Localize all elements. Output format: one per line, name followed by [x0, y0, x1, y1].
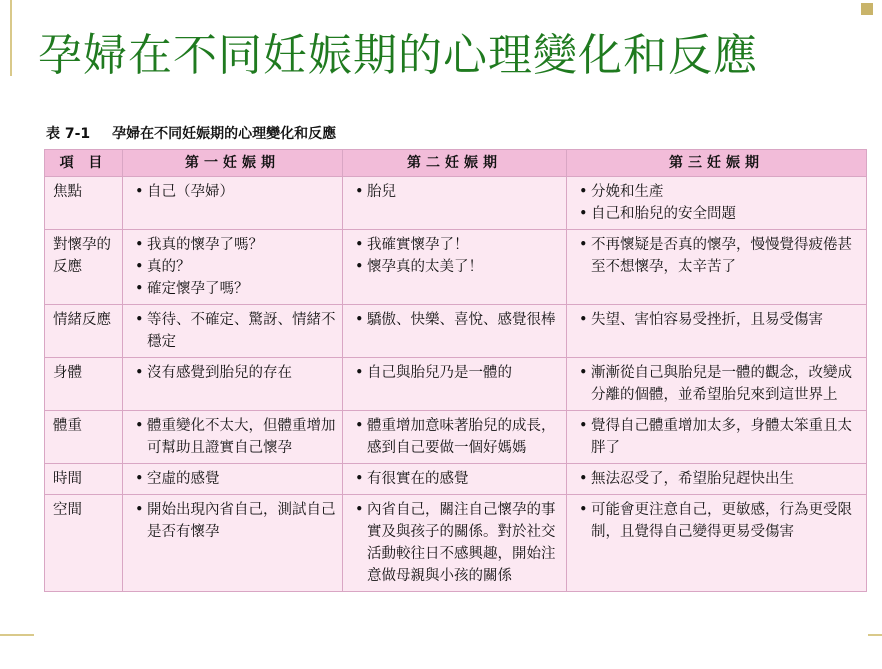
bullet-list: [575, 309, 860, 331]
bullet-item: • 沒有感覺到胎兒的存在: [131, 362, 336, 384]
bullet-item: • 開始出現內省自己，測試自己是否有懷孕: [131, 499, 336, 543]
corner-square-ornament: [861, 3, 873, 15]
bullet-item: • 胎兒: [351, 181, 560, 203]
bullet-item: • 懷孕真的太美了！: [351, 256, 560, 278]
bullet-list: [351, 468, 560, 490]
bullet-list: [131, 468, 336, 490]
bullet-item: • 我確實懷孕了！: [351, 234, 560, 256]
header-third-trimester: 第三妊娠期: [567, 150, 867, 177]
table-row: [45, 411, 867, 464]
table-row: [45, 305, 867, 358]
bullet-list: [131, 181, 336, 203]
bullet-item: • 空虛的感覺: [131, 468, 336, 490]
row-header: 焦點: [45, 177, 123, 230]
third-trimester-cell: [567, 411, 867, 464]
bullet-item: • 體重變化不太大，但體重增加可幫助且證實自己懷孕: [131, 415, 336, 459]
bullet-list: [131, 309, 336, 353]
pregnancy-table: [44, 149, 867, 592]
third-trimester-cell: [567, 358, 867, 411]
bullet-item: • 自己（孕婦）: [131, 181, 336, 203]
row-header: 身體: [45, 358, 123, 411]
first-trimester-cell: [123, 230, 343, 305]
header-item: 項 目: [45, 150, 123, 177]
second-trimester-cell: [343, 177, 567, 230]
bullet-item: • 覺得自己體重增加太多，身體太笨重且太胖了: [575, 415, 860, 459]
row-header: 時間: [45, 464, 123, 495]
first-trimester-cell: [123, 177, 343, 230]
bullet-item: • 真的？: [131, 256, 336, 278]
bullet-item: • 可能會更注意自己，更敏感，行為更受限制，且覺得自己變得更易受傷害: [575, 499, 860, 543]
header-second-trimester: 第二妊娠期: [343, 150, 567, 177]
bullet-item: • 無法忍受了，希望胎兒趕快出生: [575, 468, 860, 490]
table-row: [45, 177, 867, 230]
row-header: 對懷孕的反應: [45, 230, 123, 305]
third-trimester-cell: [567, 464, 867, 495]
bullet-item: • 分娩和生產: [575, 181, 860, 203]
table-caption-text: 孕婦在不同妊娠期的心理變化和反應: [112, 126, 337, 142]
bullet-list: [351, 234, 560, 278]
table-row: [45, 230, 867, 305]
second-trimester-cell: [343, 305, 567, 358]
bullet-list: [351, 309, 560, 331]
bullet-list: [131, 415, 336, 459]
second-trimester-cell: [343, 464, 567, 495]
bullet-item: • 等待、不確定、驚訝、情緒不穩定: [131, 309, 336, 353]
footer-accent-line-right: [868, 634, 882, 636]
slide-title: 孕婦在不同妊娠期的心理變化和反應: [38, 30, 758, 81]
second-trimester-cell: [343, 230, 567, 305]
bullet-item: • 內省自己，關注自己懷孕的事實及與孩子的關係。對於社交活動較往日不感興趣，開始注意做母親與小孩的關係: [351, 499, 560, 587]
table-row: [45, 358, 867, 411]
bullet-list: [131, 234, 336, 300]
bullet-list: [351, 181, 560, 203]
bullet-item: • 我真的懷孕了嗎？: [131, 234, 336, 256]
first-trimester-cell: [123, 464, 343, 495]
bullet-item: • 不再懷疑是否真的懷孕，慢慢覺得疲倦甚至不想懷孕，太辛苦了: [575, 234, 860, 278]
third-trimester-cell: [567, 305, 867, 358]
bullet-item: • 確定懷孕了嗎？: [131, 278, 336, 300]
bullet-list: [131, 362, 336, 384]
bullet-item: • 漸漸從自己與胎兒是一體的觀念，改變成分離的個體，並希望胎兒來到這世界上: [575, 362, 860, 406]
table-number: 表 7-1: [46, 126, 91, 142]
bullet-list: [351, 362, 560, 384]
bullet-list: [575, 499, 860, 543]
bullet-list: [575, 468, 860, 490]
header-first-trimester: 第一妊娠期: [123, 150, 343, 177]
header-row: [45, 150, 867, 177]
bullet-list: [575, 181, 860, 225]
footer-accent-line-left: [0, 634, 34, 636]
second-trimester-cell: [343, 495, 567, 592]
row-header: 體重: [45, 411, 123, 464]
first-trimester-cell: [123, 495, 343, 592]
third-trimester-cell: [567, 230, 867, 305]
bullet-item: • 有很實在的感覺: [351, 468, 560, 490]
table-row: [45, 464, 867, 495]
bullet-item: • 失望、害怕容易受挫折，且易受傷害: [575, 309, 860, 331]
bullet-list: [575, 362, 860, 406]
bullet-list: [351, 415, 560, 459]
bullet-item: • 驕傲、快樂、喜悅、感覺很棒: [351, 309, 560, 331]
second-trimester-cell: [343, 411, 567, 464]
bullet-list: [131, 499, 336, 543]
bullet-list: [351, 499, 560, 587]
bullet-item: • 體重增加意味著胎兒的成長，感到自己要做一個好媽媽: [351, 415, 560, 459]
bullet-item: • 自己與胎兒乃是一體的: [351, 362, 560, 384]
first-trimester-cell: [123, 358, 343, 411]
second-trimester-cell: [343, 358, 567, 411]
bullet-item: • 自己和胎兒的安全問題: [575, 203, 860, 225]
first-trimester-cell: [123, 411, 343, 464]
first-trimester-cell: [123, 305, 343, 358]
bullet-list: [575, 415, 860, 459]
row-header: 情緒反應: [45, 305, 123, 358]
bullet-list: [575, 234, 860, 278]
row-header: 空間: [45, 495, 123, 592]
table-body: [45, 177, 867, 592]
third-trimester-cell: [567, 177, 867, 230]
table-caption: [46, 123, 336, 143]
third-trimester-cell: [567, 495, 867, 592]
table-row: [45, 495, 867, 592]
title-accent-line: [10, 0, 12, 76]
